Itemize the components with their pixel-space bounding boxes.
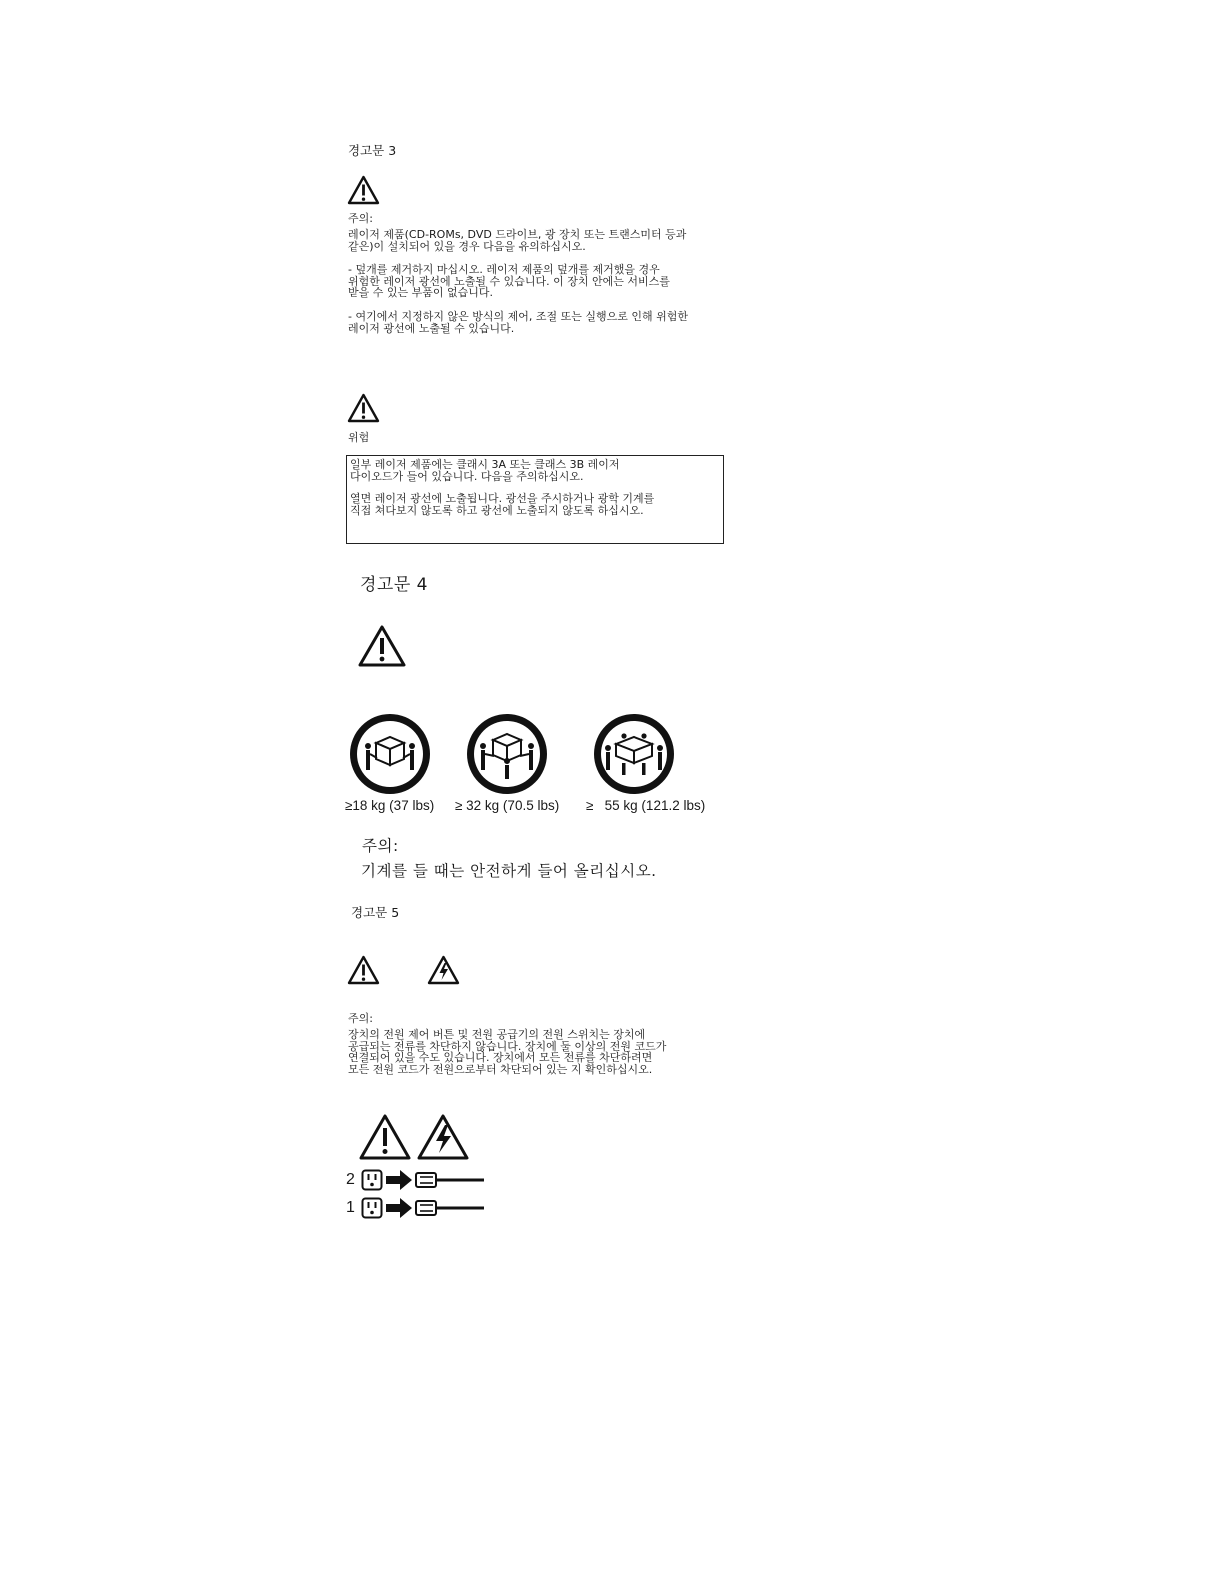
statement5-line: 장치의 전원 제어 버튼 및 전원 공급기의 전원 스위치는 장치에 — [348, 1028, 646, 1041]
lift-four-person-icon — [593, 713, 675, 795]
outlet-number-1: 1 — [346, 1199, 355, 1216]
danger-para2 — [350, 493, 654, 516]
danger-line: 다이오드가 들어 있습니다. 다음을 주의하십시오. — [350, 469, 584, 483]
bullet1-line: 받을 수 있는 부품이 없습니다. — [348, 286, 493, 299]
statement3-title: 경고문 3 — [348, 143, 397, 158]
statement5-title: 경고문 5 — [351, 905, 400, 920]
statement5-text — [348, 1029, 666, 1075]
statement5-line: 연결되어 있을 수도 있습니다. 장치에서 모든 전류를 차단하려면 — [348, 1051, 653, 1064]
statement3-intro — [348, 229, 686, 252]
power-outlet-icon — [361, 1169, 383, 1191]
bullet1-line: 위험한 레이저 광선에 노출될 수 있습니다. 이 장치 안에는 서비스를 — [348, 274, 670, 288]
statement4-caution-label: 주의: — [362, 837, 399, 855]
danger-line: 일부 레이저 제품에는 클래시 3A 또는 클래스 3B 레이저 — [350, 458, 620, 471]
statement5-line: 공급되는 전류를 차단하지 않습니다. 장치에 둘 이상의 전원 코드가 — [348, 1039, 667, 1053]
statement3-caution-label: 주의: — [348, 212, 373, 225]
lift-two-person-icon — [349, 713, 431, 795]
danger-box — [346, 455, 724, 544]
danger-para1 — [350, 459, 620, 482]
danger-line: 열면 레이저 광선에 노출됩니다. 광선을 주시하거나 광학 기계를 — [350, 492, 655, 505]
lift-three-person-icon — [466, 713, 548, 795]
statement3-bullet2 — [348, 311, 688, 334]
bullet2-line: - 여기에서 지정하지 않은 방식의 제어, 조절 또는 실행으로 인해 위험한 — [348, 310, 688, 323]
weight-label-two-person: ≥18 kg (37 lbs) — [345, 798, 435, 813]
warning-triangle-icon — [347, 955, 380, 985]
intro-line: 같은)이 설치되어 있을 경우 다음을 유의하십시오. — [348, 239, 586, 253]
statement3-bullet1 — [348, 264, 670, 299]
bullet2-line: 레이저 광선에 노출될 수 있습니다. — [348, 321, 515, 335]
warning-triangle-icon — [347, 393, 380, 423]
power-outlet-icon — [361, 1197, 383, 1219]
statement4-caution-text: 기계를 들 때는 안전하게 들어 올리십시오. — [361, 862, 657, 880]
outlet-number-2: 2 — [346, 1171, 355, 1188]
bullet1-line: - 덮개를 제거하지 마십시오. 레이저 제품의 덮개를 제거했을 경우 — [348, 263, 660, 276]
weight-label-three-person: ≥ 32 kg (70.5 lbs) — [455, 798, 560, 813]
power-plug-icon — [386, 1168, 486, 1192]
statement4-title: 경고문 4 — [360, 575, 428, 595]
warning-triangle-icon — [358, 1113, 412, 1161]
electrical-hazard-icon — [427, 955, 460, 985]
danger-line: 직접 쳐다보지 않도록 하고 광선에 노출되지 않도록 하십시오. — [350, 503, 644, 517]
statement5-caution-label: 주의: — [348, 1012, 373, 1025]
warning-triangle-icon — [347, 175, 380, 205]
warning-triangle-icon — [357, 624, 407, 668]
statement5-line: 모든 전원 코드가 전원으로부터 차단되어 있는 지 확인하십시오. — [348, 1062, 653, 1076]
electrical-hazard-icon — [416, 1113, 470, 1161]
intro-line: 레이저 제품(CD-ROMs, DVD 드라이브, 광 장치 또는 트랜스미터 등과 — [348, 228, 687, 241]
danger-label: 위험 — [348, 431, 370, 444]
power-plug-icon — [386, 1196, 486, 1220]
weight-label-four-person: ≥ 55 kg (121.2 lbs) — [586, 798, 706, 813]
